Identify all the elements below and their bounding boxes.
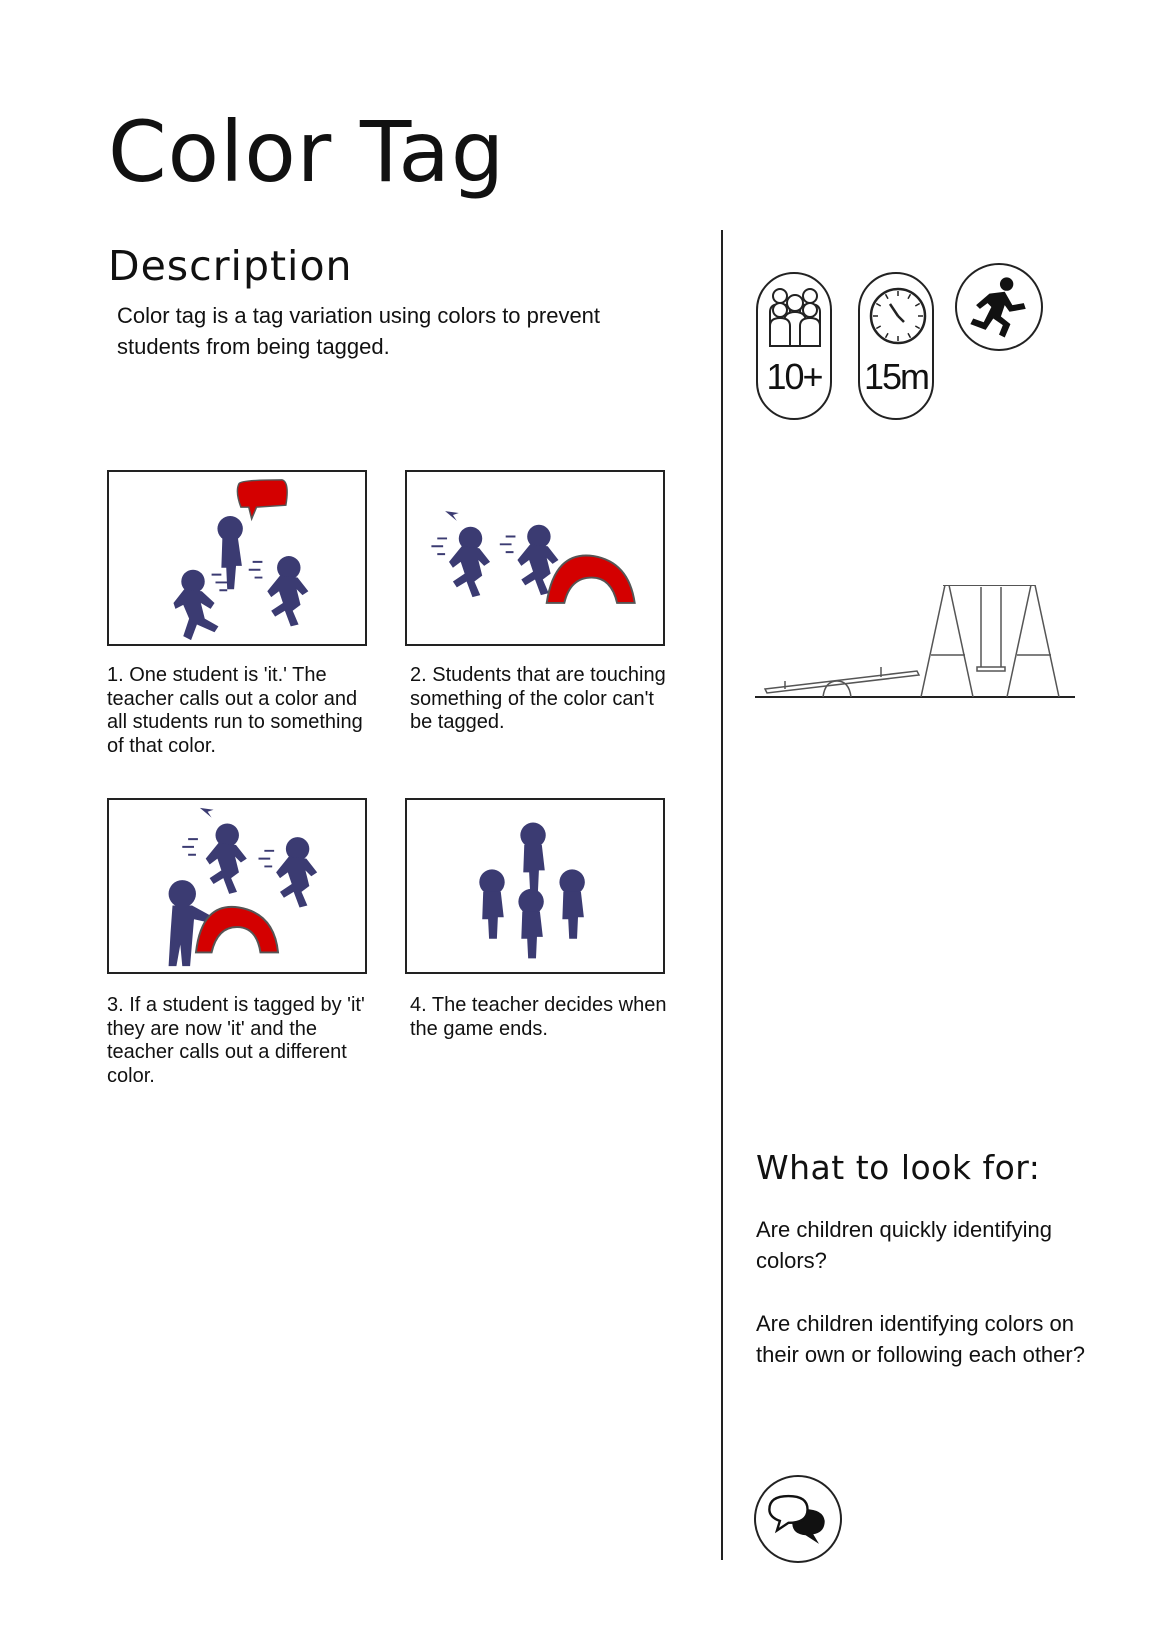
running-figure [173, 570, 218, 640]
running-person-icon [957, 265, 1041, 349]
arrow-icon [445, 511, 459, 521]
seesaw-drawing [765, 667, 919, 697]
step-3-text: 3. If a student is tagged by 'it' they are now 'it' and the teacher calls out a different color. [107, 994, 365, 1087]
step-4-illustration [405, 798, 665, 974]
duration-badge [858, 272, 934, 420]
group-icon [758, 274, 834, 354]
clock-icon [860, 274, 936, 354]
standing-figure [217, 516, 242, 589]
description-text: Color tag is a tag variation using colors to prevent students from being tagged. [117, 303, 601, 359]
standing-figure [518, 889, 543, 958]
running-figure [267, 556, 308, 626]
standing-figure [559, 869, 584, 938]
arrow-icon [200, 808, 214, 818]
description-heading: Description [108, 242, 353, 290]
step-1-text: 1. One student is 'it.' The teacher calls out a color and all students run to something of that color. [107, 664, 363, 757]
red-tunnel [196, 907, 278, 953]
step-3-illustration [107, 798, 367, 974]
step-2-text: 2. Students that are touching something of the color can't be tagged. [410, 664, 666, 733]
standing-figure [520, 822, 545, 891]
speech-bubble-red [237, 480, 287, 519]
running-figure [449, 527, 490, 597]
look-for-question-1: Are children quickly identifying colors? [756, 1217, 1052, 1273]
standing-figure [479, 869, 504, 938]
speech-bubbles-icon [756, 1477, 840, 1561]
look-for-question-2: Are children identifying colors on their own or following each other? [756, 1311, 1085, 1367]
step-2-drawing [407, 472, 663, 644]
look-for-heading: What to look for: [756, 1148, 1041, 1187]
step-1-illustration [107, 470, 367, 646]
step-2-illustration [405, 470, 665, 646]
page-title: Color Tag [108, 103, 506, 201]
step-1-drawing [109, 472, 365, 644]
running-figure [276, 837, 317, 907]
column-divider [721, 230, 723, 1560]
discussion-badge [754, 1475, 842, 1563]
activity-badge [955, 263, 1043, 351]
red-tunnel [547, 555, 635, 602]
swing-drawing [921, 585, 1059, 697]
players-count: 10+ [766, 356, 822, 397]
playground-illustration [755, 585, 1075, 700]
players-badge [756, 272, 832, 420]
duration-value: 15m [863, 356, 929, 397]
step-3-drawing [109, 800, 365, 972]
step-4-text: 4. The teacher decides when the game ends. [410, 994, 667, 1040]
step-4-drawing [407, 800, 663, 972]
running-figure [206, 823, 247, 893]
